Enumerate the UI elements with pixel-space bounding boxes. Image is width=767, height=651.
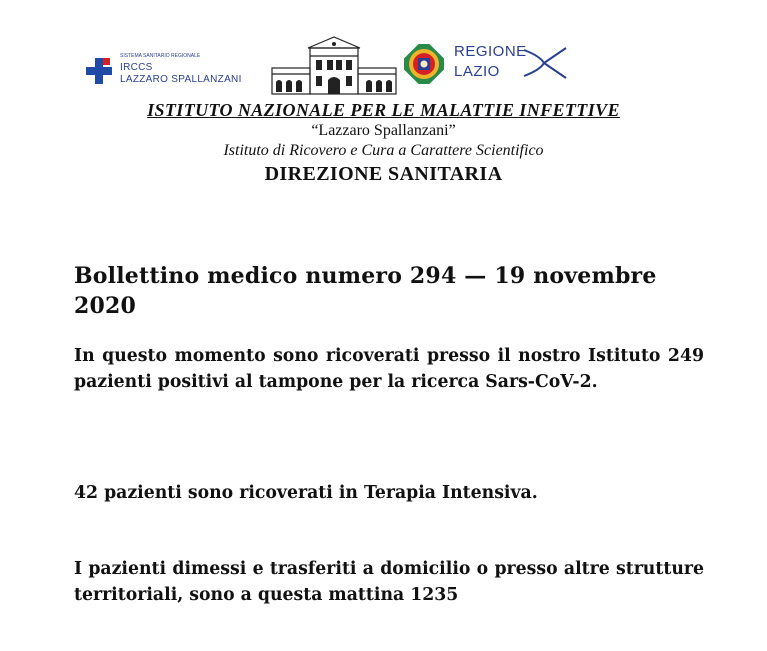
- institute-header: [0, 99, 767, 187]
- institute-description: Istituto di Ricovero e Cura a Carattere Scientifico: [223, 142, 544, 159]
- institute-title: ISTITUTO NAZIONALE PER LE MALATTIE INFETTIVE: [147, 100, 620, 120]
- bulletin-title: Bollettino medico numero 294 — 19 novembre 2020: [74, 263, 657, 319]
- paragraph-intensive-care: 42 pazienti sono ricoverati in Terapia Intensiva.: [74, 483, 538, 503]
- logo-spallanzani-text: LAZZARO SPALLANZANI: [120, 74, 242, 85]
- paragraph-discharged: I pazienti dimessi e trasferiti a domicilio o presso altre strutture territoriali, sono a questa mattina 1235: [74, 559, 704, 605]
- lazio-text: LAZIO: [454, 63, 500, 80]
- regione-lazio-logo: [404, 42, 569, 86]
- institute-name: “Lazzaro Spallanzani”: [311, 122, 456, 139]
- hospital-building-icon: [270, 34, 398, 96]
- department-title: DIREZIONE SANITARIA: [264, 163, 503, 185]
- regione-swoosh-icon: [522, 46, 568, 80]
- paragraph-hospitalized: In questo momento sono ricoverati presso il nostro Istituto 249 pazienti positivi al tampone per la ricerca Sars-CoV-2.: [74, 346, 704, 392]
- logo-bar: [0, 34, 767, 96]
- regione-text: REGIONE: [454, 43, 527, 60]
- logo-small-text: SISTEMA SANITARIO REGIONALE: [120, 53, 201, 59]
- red-blue-cross-icon: [86, 58, 112, 84]
- irccs-spallanzani-logo: [86, 48, 266, 84]
- regione-lazio-seal-icon: [404, 44, 444, 84]
- logo-irccs-text: IRCCS: [120, 62, 153, 73]
